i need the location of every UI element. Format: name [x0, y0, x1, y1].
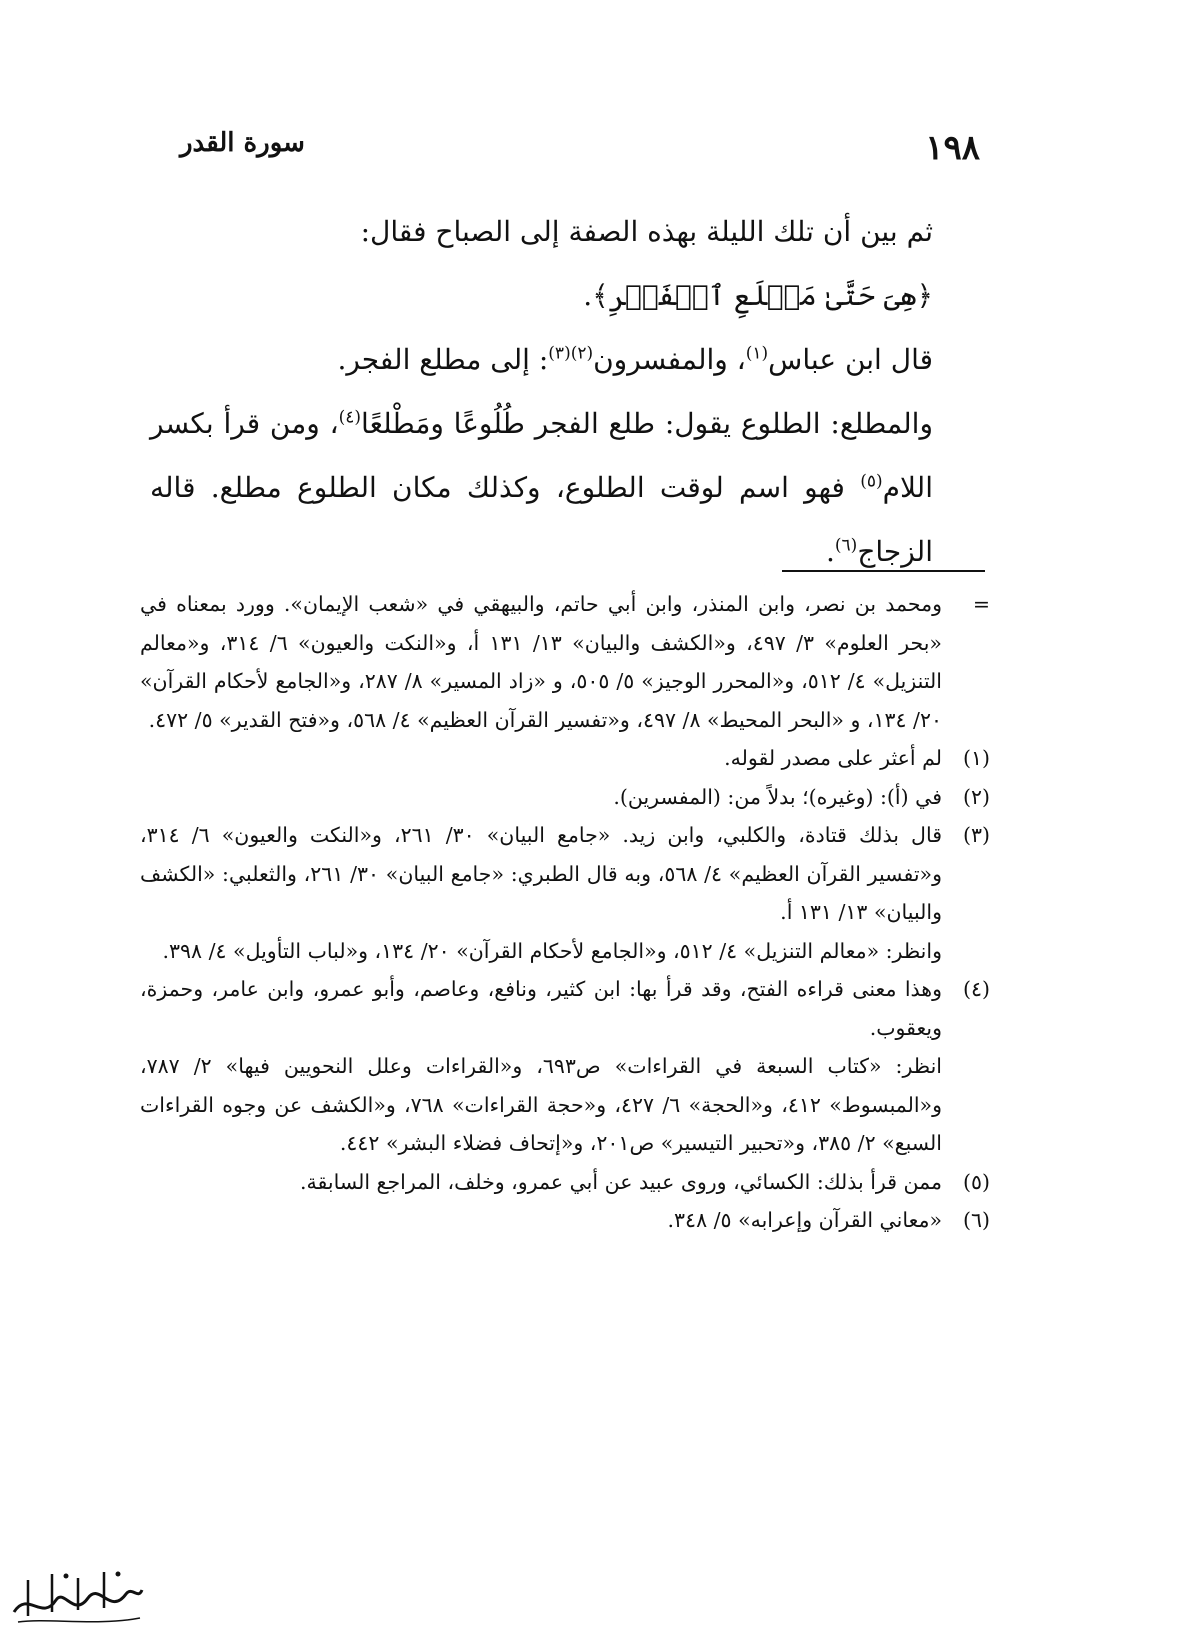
paragraph-4-part-d: .	[825, 535, 835, 568]
footnote-marker: (٥)	[962, 1169, 990, 1194]
footnote-3	[140, 816, 990, 970]
footnote-1	[140, 739, 990, 778]
paragraph-3-part-a: قال ابن عباس	[768, 343, 933, 376]
paragraph-3-part-c: : إلى مطلع الفجر.	[337, 343, 549, 376]
calligraphy-logo	[8, 1560, 148, 1630]
footnote-ref-6: (٦)	[834, 535, 858, 556]
footnote-text: «معاني القرآن وإعرابه» ٥/ ٣٤٨.	[667, 1208, 942, 1232]
footnote-text: في (أ): (وغيره)؛ بدلاً من: (المفسرين).	[613, 784, 942, 809]
footnote-continuation	[140, 585, 990, 739]
footnote-text: وهذا معنى قراءه الفتح، وقد قرأ بها: ابن كثير، ونافع، وعاصم، وأبو عمرو، وابن عامر، وحمزة، ويعقوب.	[140, 977, 942, 1040]
footnote-ref-4: (٤)	[338, 407, 362, 428]
footnote-text: قال بذلك قتادة، والكلبي، وابن زيد. «جامع البيان» ٣٠/ ٢٦١، و«النكت والعيون» ٦/ ٣١٤، و«تفسير القرآن العظيم» ٤/ ٥٦٨، وبه قال الطبري: «جامع البيان» ٣٠/ ٢٦١، والثعلبي: «الكشف والبيان» ١٣/ ١٣١ أ.	[140, 823, 942, 924]
footnote-marker: (١)	[962, 746, 990, 770]
footnote-ref-2-3: (٢)(٣)	[548, 343, 594, 364]
footnote-text: وانظر: «معالم التنزيل» ٤/ ٥١٢، و«الجامع لأحكام القرآن» ٢٠/ ١٣٤، و«لباب التأويل» ٤/ ٣٩٨.	[162, 938, 942, 963]
paragraph-4	[150, 392, 985, 584]
quran-verse: ﴿هِىَ حَتَّىٰ مَطۡلَعِ ٱلۡفَجۡرِ﴾.	[583, 279, 933, 312]
footnote-text: لم أعثر على مصدر لقوله.	[724, 746, 942, 770]
main-text	[150, 200, 985, 584]
footnote-divider	[782, 570, 985, 572]
page-header	[180, 128, 980, 178]
footnote-text: انظر: «كتاب السبعة في القراءات» ص٦٩٣، و«القراءات وعلل النحويين فيها» ٢/ ٧٨٧، و«المبسوط» ٤١٢، و«الحجة» ٦/ ٤٢٧، و«حجة القراءات» ٧٦٨، و«الكشف عن وجوه القراءات السبع» ٢/ ٣٨٥، و«تحبير التيسير» ص٢٠١، و«إتحاف فضلاء البشر» ٤٤٢.	[140, 1054, 942, 1155]
footnote-text: ومحمد بن نصر، وابن المنذر، وابن أبي حاتم، والبيهقي في «شعب الإيمان». وورد بمعناه في «بحر العلوم» ٣/ ٤٩٧، و«الكشف والبيان» ١٣/ ١٣١ أ، و«النكت والعيون» ٦/ ٣١٤، و«معالم التنزيل» ٤/ ٥١٢، و«المحرر الوجيز» ٥/ ٥٠٥، و «زاد المسير» ٨/ ٢٨٧، و«الجامع لأحكام القرآن» ٢٠/ ١٣٤، و «البحر المحيط» ٨/ ٤٩٧، و«تفسير القرآن العظيم» ٤/ ٥٦٨، و«فتح القدير» ٥/ ٤٧٢.	[140, 592, 942, 732]
paragraph-3	[150, 328, 985, 392]
footnote-2	[140, 778, 990, 817]
footnote-marker: (٦)	[962, 1208, 990, 1232]
paragraph-3-part-b: ، والمفسرون	[593, 343, 746, 376]
page-number: ١٩٨	[925, 128, 980, 168]
footnote-text: ممن قرأ بذلك: الكسائي، وروى عبيد عن أبي عمرو، وخلف، المراجع السابقة.	[299, 1169, 942, 1194]
footnote-marker: (٣)	[962, 823, 990, 847]
footnote-ref-1: (١)	[745, 343, 769, 364]
footnote-marker: (٤)	[962, 977, 990, 1001]
footnote-6	[140, 1201, 990, 1240]
running-title: سورة القدر	[180, 128, 305, 158]
paragraph-4-part-b: ، ومن قرأ بكسر اللام	[150, 407, 933, 504]
footnote-4	[140, 970, 990, 1163]
footnote-5	[140, 1163, 990, 1202]
footnote-marker: (٢)	[962, 784, 990, 809]
paragraph-4-part-c: فهو اسم لوقت الطلوع، وكذلك مكان الطلوع مطلع. قاله الزجاج	[150, 471, 933, 568]
footnote-ref-5: (٥)	[860, 471, 883, 492]
paragraph-4-part-a: والمطلع: الطلوع يقول: طلع الفجر طُلُوعًا ومَطْلعًا	[361, 407, 933, 440]
footnote-marker: =	[972, 592, 990, 616]
paragraph-1: ثم بين أن تلك الليلة بهذه الصفة إلى الصباح فقال:	[360, 215, 933, 248]
footnotes	[140, 585, 990, 1240]
